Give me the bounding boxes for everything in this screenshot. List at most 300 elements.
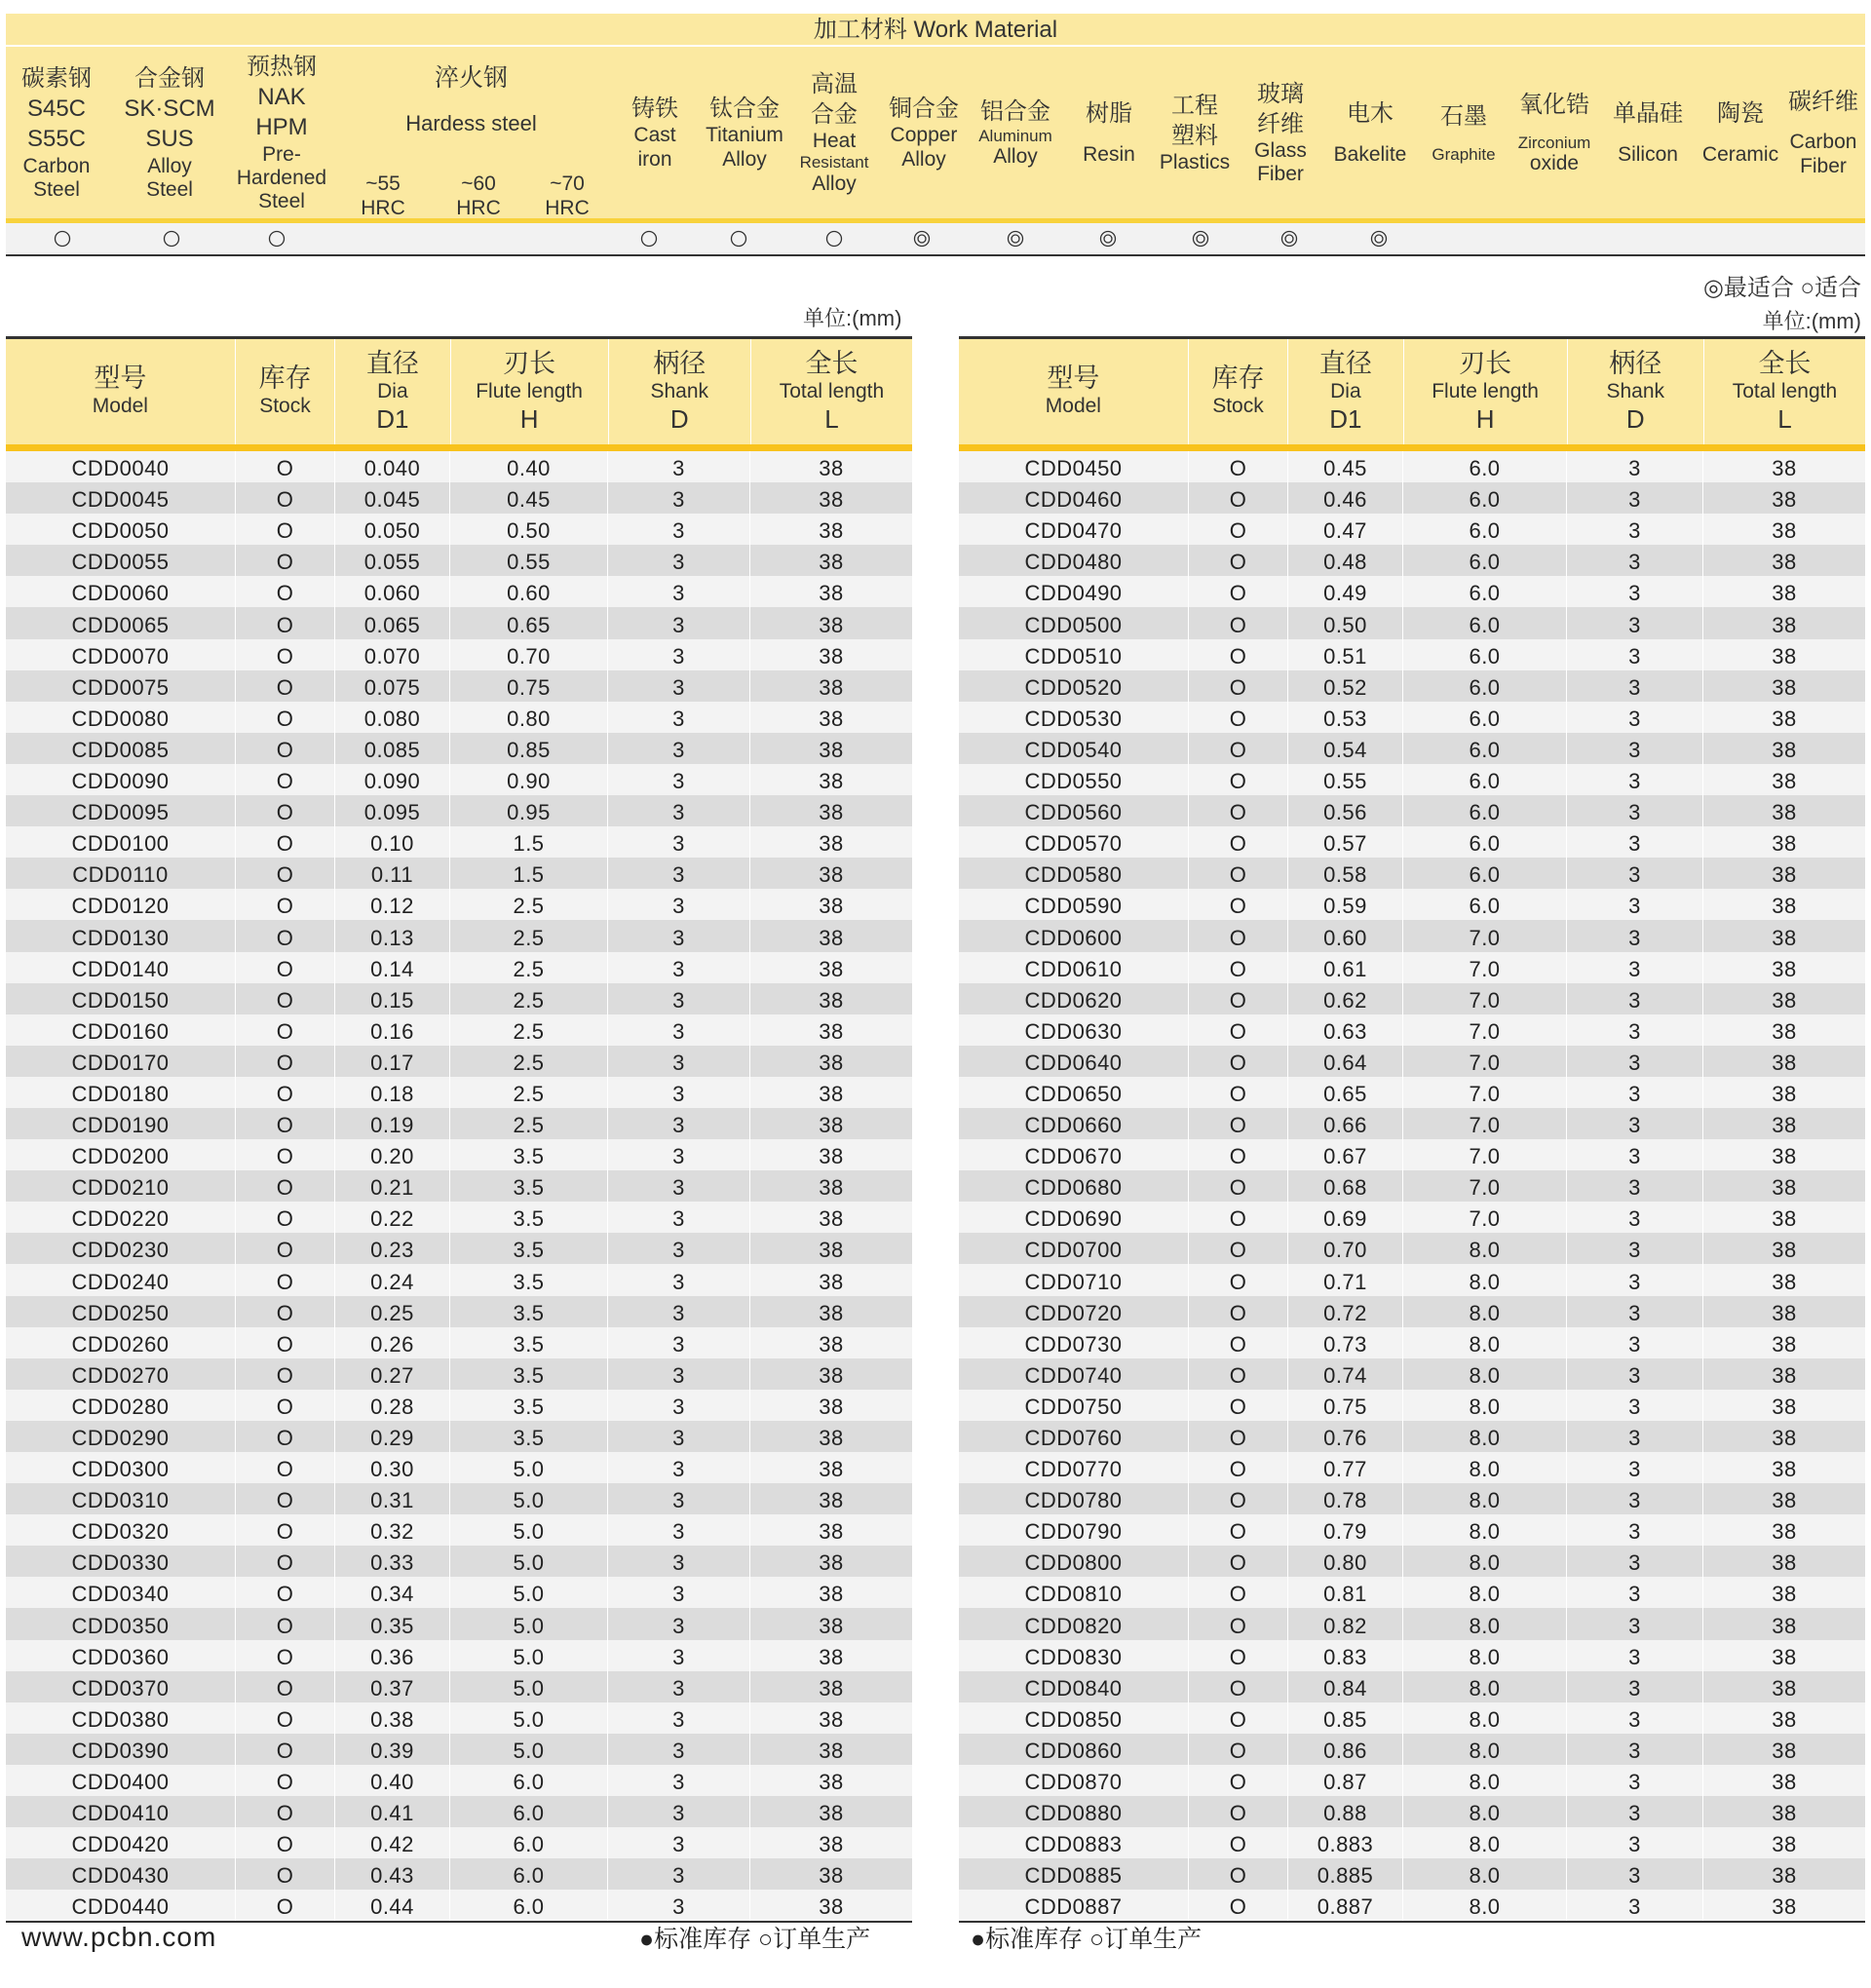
cell-stock: O	[1189, 1765, 1288, 1796]
cell-stock: O	[236, 1233, 335, 1264]
cell-shank: 3	[1567, 670, 1703, 702]
cell-stock: O	[1189, 607, 1288, 638]
table-row	[959, 1139, 1865, 1170]
cell-stock: O	[236, 1077, 335, 1108]
cell-stock: O	[1189, 889, 1288, 920]
cell-total-length: 38	[1772, 581, 1797, 606]
table-row	[959, 920, 1865, 951]
cell-total-length: 38	[819, 1863, 844, 1889]
cell-dia: 0.50	[1288, 607, 1403, 638]
table-row	[6, 1139, 912, 1170]
cell-total-length: 38	[819, 1894, 844, 1920]
cell-flute-length: 5.0	[450, 1483, 608, 1514]
table-row	[959, 670, 1865, 702]
cell-model: CDD0330	[6, 1546, 236, 1577]
cell-dia: 0.17	[335, 1046, 450, 1077]
cell-shank: 3	[608, 1452, 750, 1483]
cell-stock: O	[1189, 1264, 1288, 1295]
hrc-60: ~60 HRC	[456, 172, 501, 220]
work-material-title: 加工材料 Work Material	[6, 14, 1865, 45]
unit-label-left: 单位:(mm)	[803, 306, 902, 330]
cell-stock: O	[236, 920, 335, 951]
cell-stock: O	[1189, 1046, 1288, 1077]
cell-model: CDD0610	[959, 952, 1189, 983]
suitability-row	[6, 223, 1865, 256]
most-suitable-icon	[1099, 230, 1117, 248]
cell-dia: 0.11	[335, 858, 450, 889]
cell-shank: 3	[608, 1421, 750, 1452]
col-model: 型号 Model	[6, 339, 236, 444]
cell-stock: O	[1189, 1421, 1288, 1452]
cell-total-length: 38	[1772, 1113, 1797, 1138]
cell-stock: O	[1189, 764, 1288, 795]
material-engineering-plastics: 工程 塑料 Plastics	[1159, 92, 1231, 174]
cell-model: CDD0580	[959, 858, 1189, 889]
cell-model: CDD0180	[6, 1077, 236, 1108]
cell-flute-length: 8.0	[1403, 1765, 1567, 1796]
cell-total-length: 38	[819, 456, 844, 481]
cell-shank: 3	[1567, 451, 1703, 482]
cell-flute-length: 2.5	[450, 952, 608, 983]
cell-flute-length: 8.0	[1403, 1327, 1567, 1358]
table-row	[959, 1077, 1865, 1108]
cell-model: CDD0075	[6, 670, 236, 702]
table-row	[6, 670, 912, 702]
cell-dia: 0.37	[335, 1671, 450, 1702]
cell-model: CDD0710	[959, 1264, 1189, 1295]
cell-total-length: 38	[1772, 925, 1797, 950]
table-row	[6, 545, 912, 576]
cell-shank: 3	[608, 576, 750, 607]
suitable-icon	[825, 230, 843, 248]
cell-shank: 3	[1567, 607, 1703, 638]
cell-model: CDD0410	[6, 1796, 236, 1827]
table-row	[6, 1108, 912, 1139]
cell-dia: 0.67	[1288, 1139, 1403, 1170]
table-row	[959, 514, 1865, 545]
cell-total-length: 38	[819, 925, 844, 950]
cell-total-length: 38	[819, 1238, 844, 1263]
cell-stock: O	[1189, 1014, 1288, 1046]
cell-stock: O	[1189, 451, 1288, 482]
suitable-icon	[640, 230, 658, 248]
cell-total-length: 38	[819, 769, 844, 794]
unit-label-right: 单位:(mm)	[1762, 309, 1861, 333]
cell-total-length: 38	[1772, 987, 1797, 1013]
table-row	[959, 1546, 1865, 1577]
cell-total-length: 38	[1772, 674, 1797, 700]
cell-flute-length: 7.0	[1403, 952, 1567, 983]
cell-flute-length: 8.0	[1403, 1734, 1567, 1765]
cell-total-length: 38	[819, 1175, 844, 1201]
cell-dia: 0.085	[335, 733, 450, 764]
cell-model: CDD0760	[959, 1421, 1189, 1452]
table-row	[6, 451, 912, 482]
cell-shank: 3	[1567, 952, 1703, 983]
cell-total-length: 38	[819, 1832, 844, 1857]
table-row	[959, 1264, 1865, 1295]
cell-flute-length: 8.0	[1403, 1264, 1567, 1295]
cell-total-length: 38	[1772, 1426, 1797, 1450]
col-stock: 库存 Stock	[1189, 339, 1288, 444]
cell-shank: 3	[608, 733, 750, 764]
table-row	[959, 826, 1865, 858]
table-row	[6, 795, 912, 826]
cell-dia: 0.52	[1288, 670, 1403, 702]
cell-shank: 3	[608, 1546, 750, 1577]
table-row	[6, 1734, 912, 1765]
cell-dia: 0.44	[335, 1890, 450, 1921]
cell-total-length: 38	[1772, 1018, 1797, 1044]
cell-flute-length: 0.80	[450, 702, 608, 733]
cell-stock: O	[1189, 1108, 1288, 1139]
cell-model: CDD0700	[959, 1233, 1189, 1264]
cell-dia: 0.23	[335, 1233, 450, 1264]
cell-flute-length: 6.0	[1403, 764, 1567, 795]
cell-model: CDD0250	[6, 1296, 236, 1327]
cell-model: CDD0050	[6, 514, 236, 545]
cell-stock: O	[1189, 1890, 1288, 1921]
cell-dia: 0.14	[335, 952, 450, 983]
cell-flute-length: 3.5	[450, 1233, 608, 1264]
cell-dia: 0.45	[1288, 451, 1403, 482]
cell-total-length: 38	[819, 706, 844, 731]
cell-flute-length: 8.0	[1403, 1640, 1567, 1671]
suitable-icon	[268, 230, 286, 248]
table-row	[959, 1452, 1865, 1483]
cell-stock: O	[236, 1296, 335, 1327]
cell-model: CDD0800	[959, 1546, 1189, 1577]
cell-flute-length: 6.0	[1403, 639, 1567, 670]
table-row	[959, 1671, 1865, 1702]
cell-total-length: 38	[1772, 1300, 1797, 1325]
cell-stock: O	[236, 639, 335, 670]
website-url: www.pcbn.com	[21, 1922, 217, 1952]
cell-shank: 3	[608, 1233, 750, 1264]
stock-legend-left: ●标准库存 ○订单生产	[639, 1926, 871, 1953]
cell-shank: 3	[1567, 1577, 1703, 1608]
cell-shank: 3	[608, 1358, 750, 1390]
cell-total-length: 38	[1772, 1613, 1797, 1638]
suitable-icon	[163, 230, 180, 248]
cell-stock: O	[236, 607, 335, 638]
table-row	[959, 733, 1865, 764]
cell-model: CDD0190	[6, 1108, 236, 1139]
cell-model: CDD0630	[959, 1014, 1189, 1046]
cell-dia: 0.36	[335, 1640, 450, 1671]
material-ceramic: 陶瓷 Ceramic	[1701, 100, 1779, 166]
cell-stock: O	[1189, 826, 1288, 858]
cell-dia: 0.18	[335, 1077, 450, 1108]
table-row	[959, 639, 1865, 670]
cell-model: CDD0570	[959, 826, 1189, 858]
table-row	[6, 1264, 912, 1295]
cell-stock: O	[1189, 1452, 1288, 1483]
product-table-left	[6, 336, 912, 1923]
cell-total-length: 38	[819, 737, 844, 762]
table-row	[959, 1514, 1865, 1546]
cell-shank: 3	[1567, 1483, 1703, 1514]
cell-stock: O	[236, 1546, 335, 1577]
cell-dia: 0.29	[335, 1421, 450, 1452]
cell-shank: 3	[1567, 1296, 1703, 1327]
cell-total-length: 38	[1772, 550, 1797, 575]
cell-stock: O	[236, 1139, 335, 1170]
cell-shank: 3	[1567, 764, 1703, 795]
cell-dia: 0.85	[1288, 1702, 1403, 1734]
cell-model: CDD0420	[6, 1827, 236, 1858]
cell-total-length: 38	[1772, 1675, 1797, 1701]
cell-shank: 3	[1567, 545, 1703, 576]
cell-stock: O	[1189, 1671, 1288, 1702]
cell-stock: O	[236, 1890, 335, 1921]
cell-shank: 3	[1567, 514, 1703, 545]
table-row	[959, 1014, 1865, 1046]
cell-total-length: 38	[819, 674, 844, 700]
cell-total-length: 38	[819, 1738, 844, 1763]
cell-shank: 3	[1567, 795, 1703, 826]
cell-total-length: 38	[819, 1770, 844, 1795]
table-row	[959, 607, 1865, 638]
cell-stock: O	[236, 983, 335, 1014]
cell-flute-length: 2.5	[450, 1077, 608, 1108]
table-row	[959, 1796, 1865, 1827]
cell-total-length: 38	[1772, 1644, 1797, 1669]
cell-model: CDD0130	[6, 920, 236, 951]
cell-dia: 0.63	[1288, 1014, 1403, 1046]
cell-model: CDD0650	[959, 1077, 1189, 1108]
table-row	[959, 1421, 1865, 1452]
cell-flute-length: 0.70	[450, 639, 608, 670]
cell-shank: 3	[1567, 1671, 1703, 1702]
cell-total-length: 38	[819, 1488, 844, 1513]
cell-total-length: 38	[1772, 769, 1797, 794]
cell-model: CDD0400	[6, 1765, 236, 1796]
cell-dia: 0.57	[1288, 826, 1403, 858]
cell-stock: O	[236, 1327, 335, 1358]
table-row	[959, 795, 1865, 826]
cell-model: CDD0780	[959, 1483, 1189, 1514]
cell-total-length: 38	[1772, 1801, 1797, 1826]
cell-dia: 0.65	[1288, 1077, 1403, 1108]
cell-shank: 3	[1567, 1734, 1703, 1765]
cell-stock: O	[236, 1483, 335, 1514]
cell-shank: 3	[608, 1296, 750, 1327]
cell-model: CDD0530	[959, 702, 1189, 733]
cell-dia: 0.74	[1288, 1358, 1403, 1390]
cell-total-length: 38	[819, 1706, 844, 1732]
cell-model: CDD0350	[6, 1608, 236, 1639]
cell-total-length: 38	[1772, 862, 1797, 888]
cell-shank: 3	[1567, 1827, 1703, 1858]
cell-total-length: 38	[1772, 1863, 1797, 1889]
cell-stock: O	[1189, 1546, 1288, 1577]
table-row	[6, 639, 912, 670]
cell-total-length: 38	[1772, 1269, 1797, 1294]
cell-dia: 0.885	[1288, 1858, 1403, 1890]
cell-shank: 3	[608, 1514, 750, 1546]
cell-flute-length: 3.5	[450, 1358, 608, 1390]
cell-flute-length: 7.0	[1403, 1014, 1567, 1046]
hrc-70: ~70 HRC	[545, 172, 590, 220]
cell-flute-length: 5.0	[450, 1671, 608, 1702]
cell-stock: O	[1189, 733, 1288, 764]
cell-dia: 0.27	[335, 1358, 450, 1390]
cell-flute-length: 3.5	[450, 1170, 608, 1202]
cell-stock: O	[1189, 482, 1288, 514]
cell-dia: 0.48	[1288, 545, 1403, 576]
cell-model: CDD0460	[959, 482, 1189, 514]
cell-dia: 0.887	[1288, 1890, 1403, 1921]
cell-stock: O	[236, 1608, 335, 1639]
cell-flute-length: 0.60	[450, 576, 608, 607]
cell-flute-length: 0.40	[450, 451, 608, 482]
table-row	[6, 514, 912, 545]
material-bakelite: 电木 Bakelite	[1333, 100, 1407, 166]
cell-dia: 0.54	[1288, 733, 1403, 764]
cell-dia: 0.24	[335, 1264, 450, 1295]
cell-flute-length: 8.0	[1403, 1796, 1567, 1827]
product-table-right	[959, 336, 1865, 1923]
cell-total-length: 38	[819, 1613, 844, 1638]
cell-flute-length: 6.0	[450, 1890, 608, 1921]
cell-flute-length: 0.65	[450, 607, 608, 638]
cell-total-length: 38	[1772, 1832, 1797, 1857]
cell-shank: 3	[608, 1671, 750, 1702]
table-row	[959, 451, 1865, 482]
cell-stock: O	[236, 451, 335, 482]
cell-shank: 3	[1567, 1640, 1703, 1671]
table-row	[6, 1327, 912, 1358]
table-row	[6, 1514, 912, 1546]
cell-shank: 3	[608, 451, 750, 482]
cell-stock: O	[1189, 1483, 1288, 1514]
cell-model: CDD0095	[6, 795, 236, 826]
cell-dia: 0.060	[335, 576, 450, 607]
cell-stock: O	[1189, 1702, 1288, 1734]
cell-flute-length: 8.0	[1403, 1452, 1567, 1483]
cell-shank: 3	[1567, 889, 1703, 920]
cell-model: CDD0740	[959, 1358, 1189, 1390]
cell-flute-length: 6.0	[1403, 576, 1567, 607]
cell-model: CDD0140	[6, 952, 236, 983]
cell-model: CDD0820	[959, 1608, 1189, 1639]
cell-flute-length: 2.5	[450, 1014, 608, 1046]
cell-stock: O	[1189, 952, 1288, 983]
table-row	[959, 952, 1865, 983]
material-titanium-alloy: 钛合金 Titanium Alloy	[706, 96, 783, 171]
cell-dia: 0.72	[1288, 1296, 1403, 1327]
cell-flute-length: 6.0	[1403, 545, 1567, 576]
table-row	[6, 858, 912, 889]
table-row	[6, 952, 912, 983]
cell-flute-length: 2.5	[450, 1108, 608, 1139]
material-alloy-steel: 合金钢 SK·SCM SUS Alloy Steel	[124, 65, 215, 201]
material-aluminum-alloy: 铝合金 Aluminum Alloy	[978, 97, 1052, 169]
table-header	[959, 336, 1865, 451]
cell-flute-length: 6.0	[1403, 826, 1567, 858]
most-suitable-icon	[1370, 230, 1388, 248]
cell-shank: 3	[608, 1327, 750, 1358]
cell-model: CDD0850	[959, 1702, 1189, 1734]
cell-model: CDD0830	[959, 1640, 1189, 1671]
cell-model: CDD0540	[959, 733, 1189, 764]
cell-stock: O	[236, 1577, 335, 1608]
cell-shank: 3	[1567, 576, 1703, 607]
table-row	[959, 889, 1865, 920]
cell-flute-length: 6.0	[450, 1827, 608, 1858]
cell-stock: O	[1189, 1858, 1288, 1890]
table-row	[959, 764, 1865, 795]
cell-flute-length: 1.5	[450, 858, 608, 889]
cell-model: CDD0720	[959, 1296, 1189, 1327]
cell-total-length: 38	[1772, 1331, 1797, 1357]
table-row	[6, 1890, 912, 1921]
cell-stock: O	[236, 889, 335, 920]
cell-flute-length: 8.0	[1403, 1358, 1567, 1390]
table-row	[959, 1640, 1865, 1671]
cell-total-length: 38	[1772, 706, 1797, 731]
cell-stock: O	[1189, 1577, 1288, 1608]
cell-shank: 3	[1567, 1796, 1703, 1827]
table-row	[959, 1108, 1865, 1139]
cell-dia: 0.21	[335, 1170, 450, 1202]
cell-dia: 0.80	[1288, 1546, 1403, 1577]
cell-flute-length: 7.0	[1403, 1202, 1567, 1233]
cell-shank: 3	[608, 764, 750, 795]
cell-shank: 3	[608, 1608, 750, 1639]
cell-shank: 3	[608, 1640, 750, 1671]
cell-stock: O	[236, 1014, 335, 1046]
cell-flute-length: 6.0	[1403, 482, 1567, 514]
cell-shank: 3	[608, 1858, 750, 1890]
cell-model: CDD0860	[959, 1734, 1189, 1765]
cell-dia: 0.87	[1288, 1765, 1403, 1796]
cell-flute-length: 3.5	[450, 1327, 608, 1358]
cell-stock: O	[236, 1734, 335, 1765]
cell-dia: 0.69	[1288, 1202, 1403, 1233]
most-suitable-icon	[913, 230, 931, 248]
cell-total-length: 38	[819, 1300, 844, 1325]
cell-dia: 0.883	[1288, 1827, 1403, 1858]
cell-shank: 3	[608, 670, 750, 702]
cell-stock: O	[236, 1827, 335, 1858]
table-row	[959, 1170, 1865, 1202]
cell-dia: 0.64	[1288, 1046, 1403, 1077]
table-row	[6, 1765, 912, 1796]
table-row	[959, 1765, 1865, 1796]
cell-total-length: 38	[1772, 612, 1797, 637]
cell-model: CDD0200	[6, 1139, 236, 1170]
hrc-55: ~55 HRC	[361, 172, 405, 220]
cell-flute-length: 8.0	[1403, 1827, 1567, 1858]
cell-flute-length: 6.0	[450, 1765, 608, 1796]
cell-total-length: 38	[1772, 456, 1797, 481]
cell-model: CDD0100	[6, 826, 236, 858]
col-total-length: 全长 Total length L	[779, 348, 885, 435]
table-row	[959, 1390, 1865, 1421]
cell-stock: O	[236, 1702, 335, 1734]
cell-stock: O	[236, 702, 335, 733]
cell-flute-length: 0.50	[450, 514, 608, 545]
cell-dia: 0.75	[1288, 1390, 1403, 1421]
cell-dia: 0.46	[1288, 482, 1403, 514]
suitable-icon	[730, 230, 747, 248]
cell-model: CDD0690	[959, 1202, 1189, 1233]
cell-stock: O	[1189, 1640, 1288, 1671]
cell-stock: O	[236, 1390, 335, 1421]
cell-flute-length: 6.0	[450, 1796, 608, 1827]
